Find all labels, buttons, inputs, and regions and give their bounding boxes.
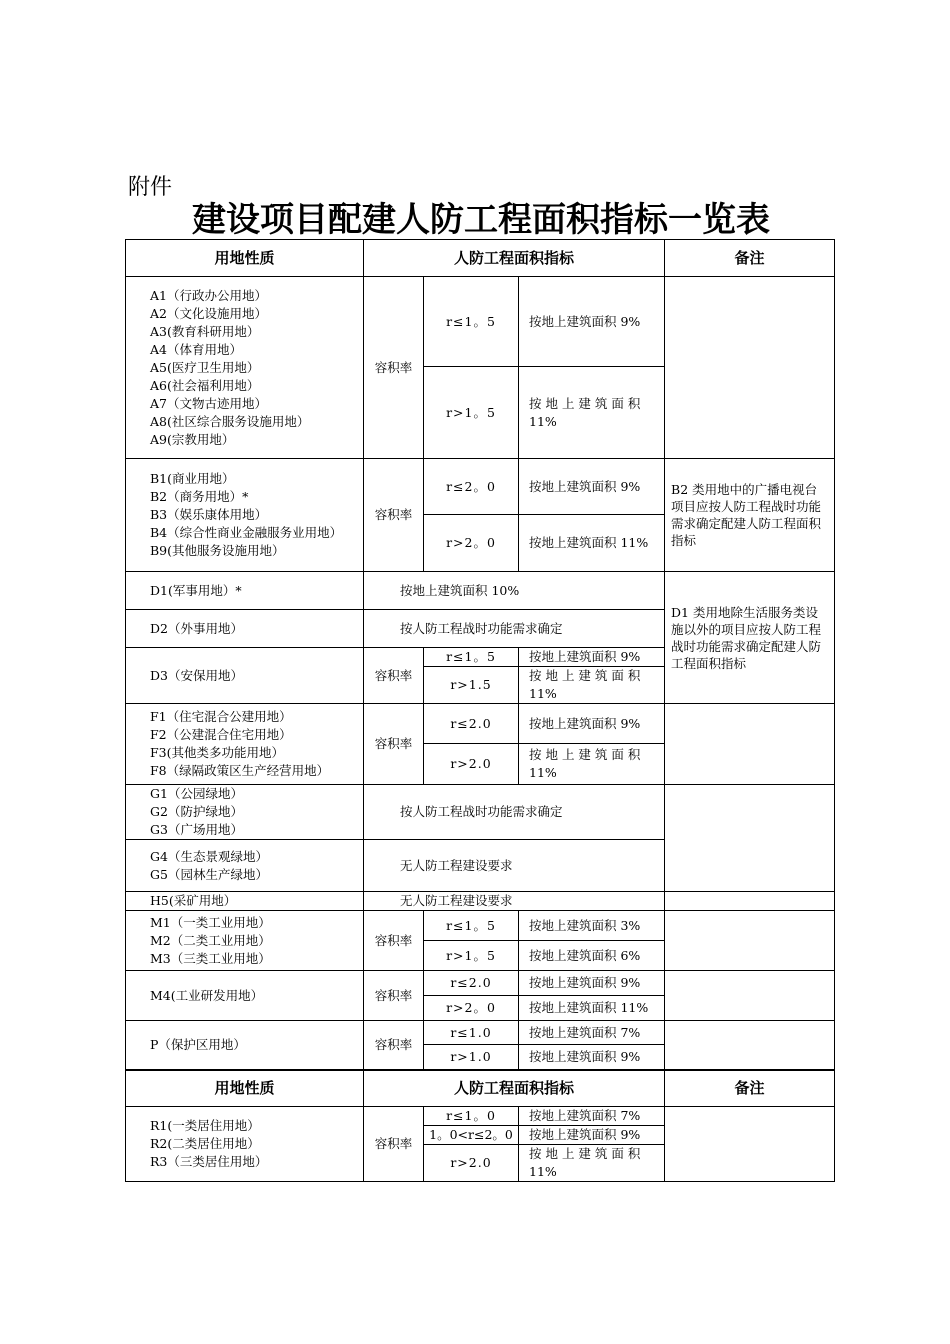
land-use-p: P（保护区用地）	[126, 1021, 364, 1070]
land-use-d1: D1(军事用地）*	[126, 572, 364, 610]
area-index: 按地上建筑面积 9%	[519, 648, 665, 667]
remark-b: B2 类用地中的广播电视台项目应按人防工程战时功能需求确定配建人防工程面积指标	[665, 459, 835, 572]
table-row-m1	[126, 911, 835, 941]
area-index: 按 地 上 建 筑 面 积 11%	[519, 744, 665, 785]
land-use-m: M1（一类工业用地） M2（二类工业用地） M3（三类工业用地）	[126, 911, 364, 971]
table-row-g1	[126, 785, 835, 840]
land-use-g1: G1（公园绿地） G2（防护绿地） G3（广场用地）	[126, 785, 364, 840]
area-index: 按 地 上 建 筑 面 积 11%	[519, 667, 665, 704]
table-row-p1	[126, 1021, 835, 1045]
table-row-r1	[126, 1107, 835, 1126]
page-title: 建设项目配建人防工程面积指标一览表	[192, 200, 770, 240]
area-index: 按地上建筑面积 9%	[519, 704, 665, 744]
far-label: 容积率	[364, 971, 424, 1021]
far-condition: r>1.0	[424, 1045, 519, 1070]
far-label: 容积率	[364, 1021, 424, 1070]
area-index: 按地上建筑面积 9%	[519, 971, 665, 996]
area-index: 按地上建筑面积 3%	[519, 911, 665, 941]
remark-f	[665, 704, 835, 785]
land-use-r: R1(一类居住用地） R2(二类居住用地） R3（三类居住用地）	[126, 1107, 364, 1182]
area-index: 按地上建筑面积 11%	[519, 996, 665, 1021]
far-condition: r≤1。5	[424, 277, 519, 367]
header-indicator: 人防工程面积指标	[364, 1070, 665, 1107]
area-index: 按 地 上 建 筑 面 积 11%	[519, 1145, 665, 1182]
far-condition: r≤2。0	[424, 459, 519, 515]
remark-h	[665, 892, 835, 911]
area-index: 按地上建筑面积 9%	[519, 459, 665, 515]
land-use-f: F1（住宅混合公建用地） F2（公建混合住宅用地） F3(其他类多功能用地） F8（绿隔政策区生产经营用地）	[126, 704, 364, 785]
area-index: 按地上建筑面积 9%	[519, 1045, 665, 1070]
land-use-g4: G4（生态景观绿地） G5（园林生产绿地）	[126, 840, 364, 892]
remark-p	[665, 1021, 835, 1070]
far-label: 容积率	[364, 704, 424, 785]
remark-r	[665, 1107, 835, 1182]
area-index: 无人防工程建设要求	[364, 892, 665, 911]
area-index: 按地上建筑面积 10%	[364, 572, 665, 610]
remark-d: D1 类用地除生活服务类设施以外的项目应按人防工程战时功能需求确定配建人防工程面积指标	[665, 572, 835, 704]
land-use-h5: H5(采矿用地）	[126, 892, 364, 911]
remark-m4	[665, 971, 835, 1021]
far-condition: r>1。5	[424, 941, 519, 971]
far-condition: r>2.0	[424, 1145, 519, 1182]
table-row-d1	[126, 572, 835, 610]
far-label: 容积率	[364, 459, 424, 572]
table-row-b1	[126, 459, 835, 515]
far-condition: r≤2.0	[424, 704, 519, 744]
land-use-a: A1（行政办公用地） A2（文化设施用地） A3(教育科研用地） A4（体育用地） A5(医疗卫生用地） A6(社会福利用地） A7（文物古迹用地） A8(社区综合服务设施用地） A9(宗教用地）	[126, 277, 364, 459]
far-condition: 1。0<r≤2。0	[424, 1126, 519, 1145]
remark-a	[665, 277, 835, 459]
area-index: 按 地 上 建 筑 面 积 11%	[519, 367, 665, 459]
header-indicator: 人防工程面积指标	[364, 240, 665, 277]
land-use-m4: M4(工业研发用地）	[126, 971, 364, 1021]
area-index: 按地上建筑面积 6%	[519, 941, 665, 971]
land-use-d3: D3（安保用地）	[126, 648, 364, 704]
area-index: 按地上建筑面积 9%	[519, 277, 665, 367]
land-use-d2: D2（外事用地）	[126, 610, 364, 648]
far-condition: r≤1.0	[424, 1021, 519, 1045]
table-row-f1	[126, 704, 835, 744]
header-land-use: 用地性质	[126, 240, 364, 277]
far-label: 容积率	[364, 1107, 424, 1182]
far-condition: r≤1。5	[424, 648, 519, 667]
far-condition: r>2。0	[424, 996, 519, 1021]
far-condition: r≤1。5	[424, 911, 519, 941]
header-remarks: 备注	[665, 240, 835, 277]
far-condition: r>2.0	[424, 744, 519, 785]
far-label: 容积率	[364, 648, 424, 704]
remark-g	[665, 785, 835, 892]
far-condition: r≤2.0	[424, 971, 519, 996]
table-row-h5	[126, 892, 835, 911]
far-condition: r>2。0	[424, 515, 519, 572]
indicator-table	[125, 239, 835, 1182]
far-label: 容积率	[364, 911, 424, 971]
area-index: 按人防工程战时功能需求确定	[364, 785, 665, 840]
area-index: 按地上建筑面积 9%	[519, 1126, 665, 1145]
table-row-a1	[126, 277, 835, 367]
area-index: 按地上建筑面积 11%	[519, 515, 665, 572]
header-land-use: 用地性质	[126, 1070, 364, 1107]
area-index: 按地上建筑面积 7%	[519, 1021, 665, 1045]
area-index: 无人防工程建设要求	[364, 840, 665, 892]
table-header-row-repeat	[126, 1070, 835, 1107]
table-row-m4a	[126, 971, 835, 996]
far-condition: r>1。5	[424, 367, 519, 459]
header-remarks: 备注	[665, 1070, 835, 1107]
area-index: 按地上建筑面积 7%	[519, 1107, 665, 1126]
far-condition: r>1.5	[424, 667, 519, 704]
far-label: 容积率	[364, 277, 424, 459]
attachment-label: 附件	[128, 175, 173, 200]
area-index: 按人防工程战时功能需求确定	[364, 610, 665, 648]
remark-m	[665, 911, 835, 971]
land-use-b: B1(商业用地） B2（商务用地）* B3（娱乐康体用地） B4（综合性商业金融服务业用地） B9(其他服务设施用地）	[126, 459, 364, 572]
table-header-row	[126, 240, 835, 277]
far-condition: r≤1。0	[424, 1107, 519, 1126]
